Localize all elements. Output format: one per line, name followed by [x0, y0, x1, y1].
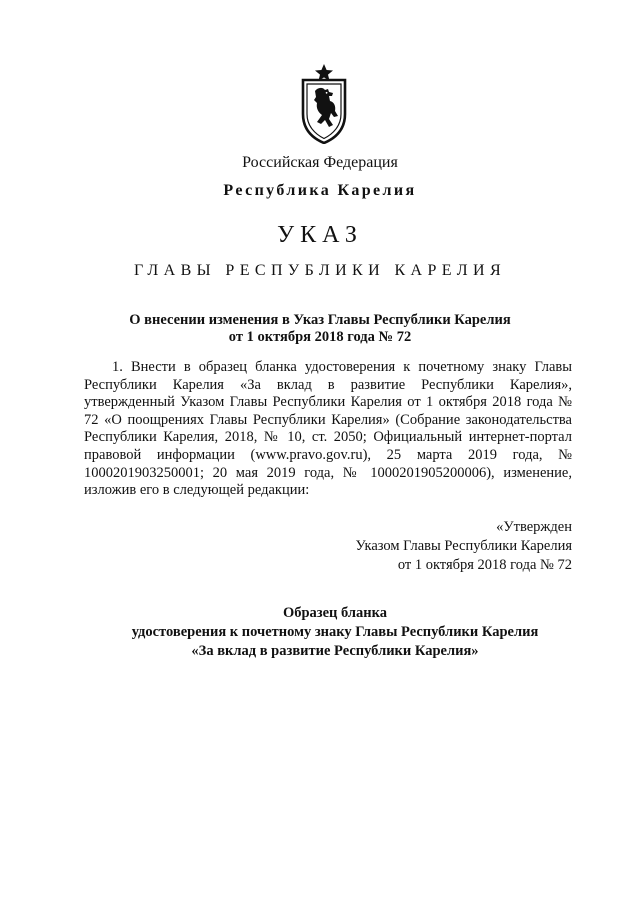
approval-block: [356, 518, 572, 575]
approval-line-2: Указом Главы Республики Карелия: [355, 538, 572, 554]
federation-title: Российская Федерация: [242, 154, 398, 171]
body-paragraph-1: 1. Внести в образец бланка удостоверения к почетному знаку Главы Республики Карелия «За вклад в развитие Республики Карелия», утвержденный Указом Главы Республики Карелия от 1 октября 2018 года № 72 «О поощрениях Главы Республики Карелия» (Собрание законодательства Республики Карелия, 2018, № 10, ст. 2050; Официальный интернет-портал правовой информации (www.pravo.gov.ru), 25 марта 2019 года, № 1000201903250001; 20 мая 2019 года, № 1000201905200006), изменение, изложив его в следующей редакции:: [84, 359, 572, 499]
approval-line-1: «Утвержден: [496, 519, 572, 535]
decree-subject: [0, 312, 640, 346]
republic-title: Республика Карелия: [223, 182, 417, 199]
sample-line-3: «За вклад в развитие Республики Карелия»: [191, 643, 479, 659]
sample-form-title: [0, 604, 640, 661]
document-type-title: УКАЗ: [277, 222, 363, 248]
subject-line-2: от 1 октября 2018 года № 72: [228, 329, 412, 345]
karelia-coat-of-arms-icon: [298, 64, 350, 144]
subject-line-1: О внесении изменения в Указ Главы Республики Карелия: [129, 312, 511, 328]
sample-line-2: удостоверения к почетному знаку Главы Республики Карелия: [131, 624, 539, 640]
sample-line-1: Образец бланка: [282, 605, 388, 621]
issuer-title: ГЛАВЫ РЕСПУБЛИКИ КАРЕЛИЯ: [133, 262, 507, 279]
approval-line-3: от 1 октября 2018 года № 72: [397, 557, 572, 573]
